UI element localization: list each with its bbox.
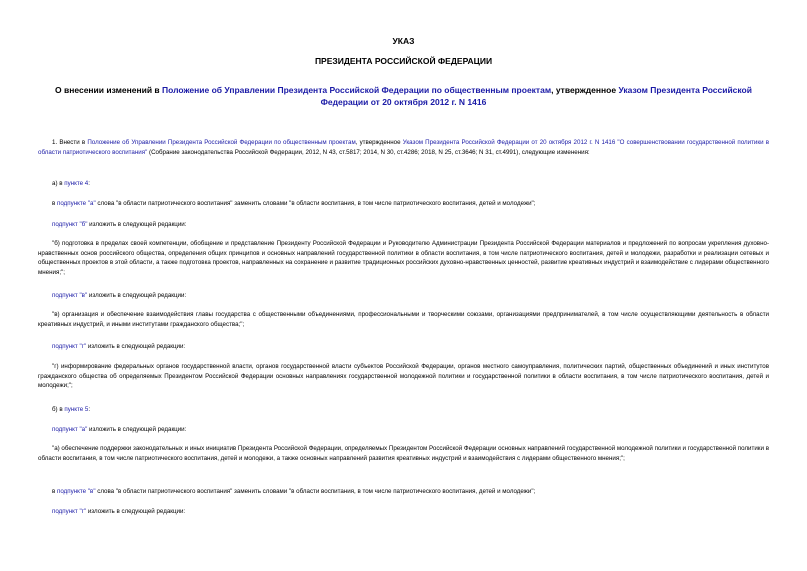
subitem-a-a xyxy=(52,199,769,209)
subitem-b-v-prefix: в xyxy=(52,488,58,495)
item-b-prefix: б) в xyxy=(52,406,65,413)
subitem-a-g xyxy=(52,342,769,352)
item-a-suffix: : xyxy=(88,180,90,187)
clause-5-subclause-a-link[interactable]: подпункт "а" xyxy=(52,426,88,433)
quote-b: "б) подготовка в пределах своей компетенции, обобщение и представление Президенту Российской Федерации и Руководителю Администрации Президента Российской Федерации материалов и предложений по вопросам укрепления духовно-нравственных основ российского общества, определения общих принципов и основных направлений государственной политики в области воспитания, в том числе патриотического воспитания, детей и молодежи, разработки и реализации сетевых и общественных проектов в этой области, а также подготовка проектов, направленных на сохранение и развитие традиционных российских духовно-нравственных ценностей, развитие креативных индустрий и взаимодействие с лидерами общественного мнения;"; xyxy=(38,240,769,277)
clause-5-link[interactable]: пункте 5 xyxy=(64,406,89,413)
subitem-b-g-text: изложить в следующей редакции: xyxy=(86,508,186,515)
clause-5-subclause-g-link[interactable]: подпункт "г" xyxy=(52,508,87,515)
subitem-a-b-text: изложить в следующей редакции: xyxy=(87,221,187,228)
subitem-a-a-text: слова "в области патриотического воспитания" заменить словами "в области воспитания, в том числе патриотического воспитания, детей и молодежи"; xyxy=(95,200,536,207)
quote-g: "г) информирование федеральных органов государственной власти, органов государственной власти субъектов Российской Федерации, органов местного самоуправления, политических партий, общественных объединений и иных институтов гражданского общества об определяемых Президентом Российской Федерации основных направлениях государственной молодежной политики и государственной политики в области воспитания, в том числе патриотического воспитания, детей и молодежи;"; xyxy=(38,363,769,390)
decree-heading: УКАЗ xyxy=(392,36,415,46)
clause-4-link[interactable]: пункте 4 xyxy=(64,180,89,187)
subitem-b-g xyxy=(52,507,769,517)
p1-regulation-link[interactable]: Положение об Управлении Президента Российской Федерации по общественным проектам xyxy=(87,139,356,146)
regulation-link[interactable]: Положение об Управлении Президента Российской Федерации по общественным проектам xyxy=(162,85,552,95)
p1-decree-link[interactable]: Указом Президента Российской Федерации от 20 октября 2012 г. N 1416 "О совершенствовании государственной политики в области патриотического воспитания" xyxy=(38,139,769,156)
subclause-b-link[interactable]: подпункт "б" xyxy=(52,221,88,228)
p1-suffix: (Собрание законодательства Российской Федерации, 2012, N 43, ст.5817; 2014, N 30, ст.4286; 2018, N 25, ст.3646; N 31, ст.4991), следующие изменения: xyxy=(147,148,590,156)
clause-5-subclause-v-link[interactable]: подпункте "в" xyxy=(57,488,96,495)
decree-link[interactable]: Указом Президента Российской Федерации от 20 октября 2012 г. N 1416 xyxy=(320,85,752,107)
p1-middle: , утвержденное xyxy=(355,139,403,146)
title-prefix: О внесении изменений в xyxy=(55,85,163,95)
item-a xyxy=(52,179,769,189)
paragraph-1 xyxy=(38,138,769,157)
subitem-a-g-text: изложить в следующей редакции: xyxy=(86,343,186,350)
subitem-a-a-prefix: в xyxy=(52,200,58,207)
quote-b-a: "а) обеспечение поддержки законодательных и иных инициатив Президента Российской Федерации, определяемых Президентом Российской Федерации основных направлений государственной молодежной политики и государственной политики в области воспитания, в том числе патриотического воспитания, детей и молодежи, а также основных направлений развития креативных индустрий и взаимодействия с лидерами общественного мнения;"; xyxy=(38,445,769,462)
subitem-a-b xyxy=(52,220,769,230)
subitem-b-a-text: изложить в следующей редакции: xyxy=(87,426,187,433)
item-a-prefix: а) в xyxy=(52,180,65,187)
decree-issuer: ПРЕЗИДЕНТА РОССИЙСКОЙ ФЕДЕРАЦИИ xyxy=(314,56,493,66)
subitem-a-v-text: изложить в следующей редакции: xyxy=(87,292,187,299)
document-title xyxy=(38,84,769,108)
quote-v: "в) организация и обеспечение взаимодействия главы государства с общественными объединениями, профессиональными и творческими союзами, организациями предпринимателей, в том числе осуществляющими деятельность в области креативных индустрий, и иными институтами гражданского общества;"; xyxy=(38,311,769,328)
item-b xyxy=(52,405,769,415)
subitem-a-v xyxy=(52,291,769,301)
subitem-b-v-text: слова "в области патриотического воспитания" заменить словами "в области воспитания, в том числе патриотического воспитания, детей и молодежи"; xyxy=(95,488,536,495)
subitem-b-a xyxy=(52,425,769,435)
subclause-v-link[interactable]: подпункт "в" xyxy=(52,292,88,299)
p1-prefix: 1. Внести в xyxy=(52,139,88,146)
title-middle: , утвержденное xyxy=(551,85,619,95)
subclause-g-link[interactable]: подпункт "г" xyxy=(52,343,87,350)
item-b-suffix: : xyxy=(88,406,91,413)
subclause-a-link[interactable]: подпункте "а" xyxy=(57,200,96,207)
subitem-b-v xyxy=(52,487,769,497)
